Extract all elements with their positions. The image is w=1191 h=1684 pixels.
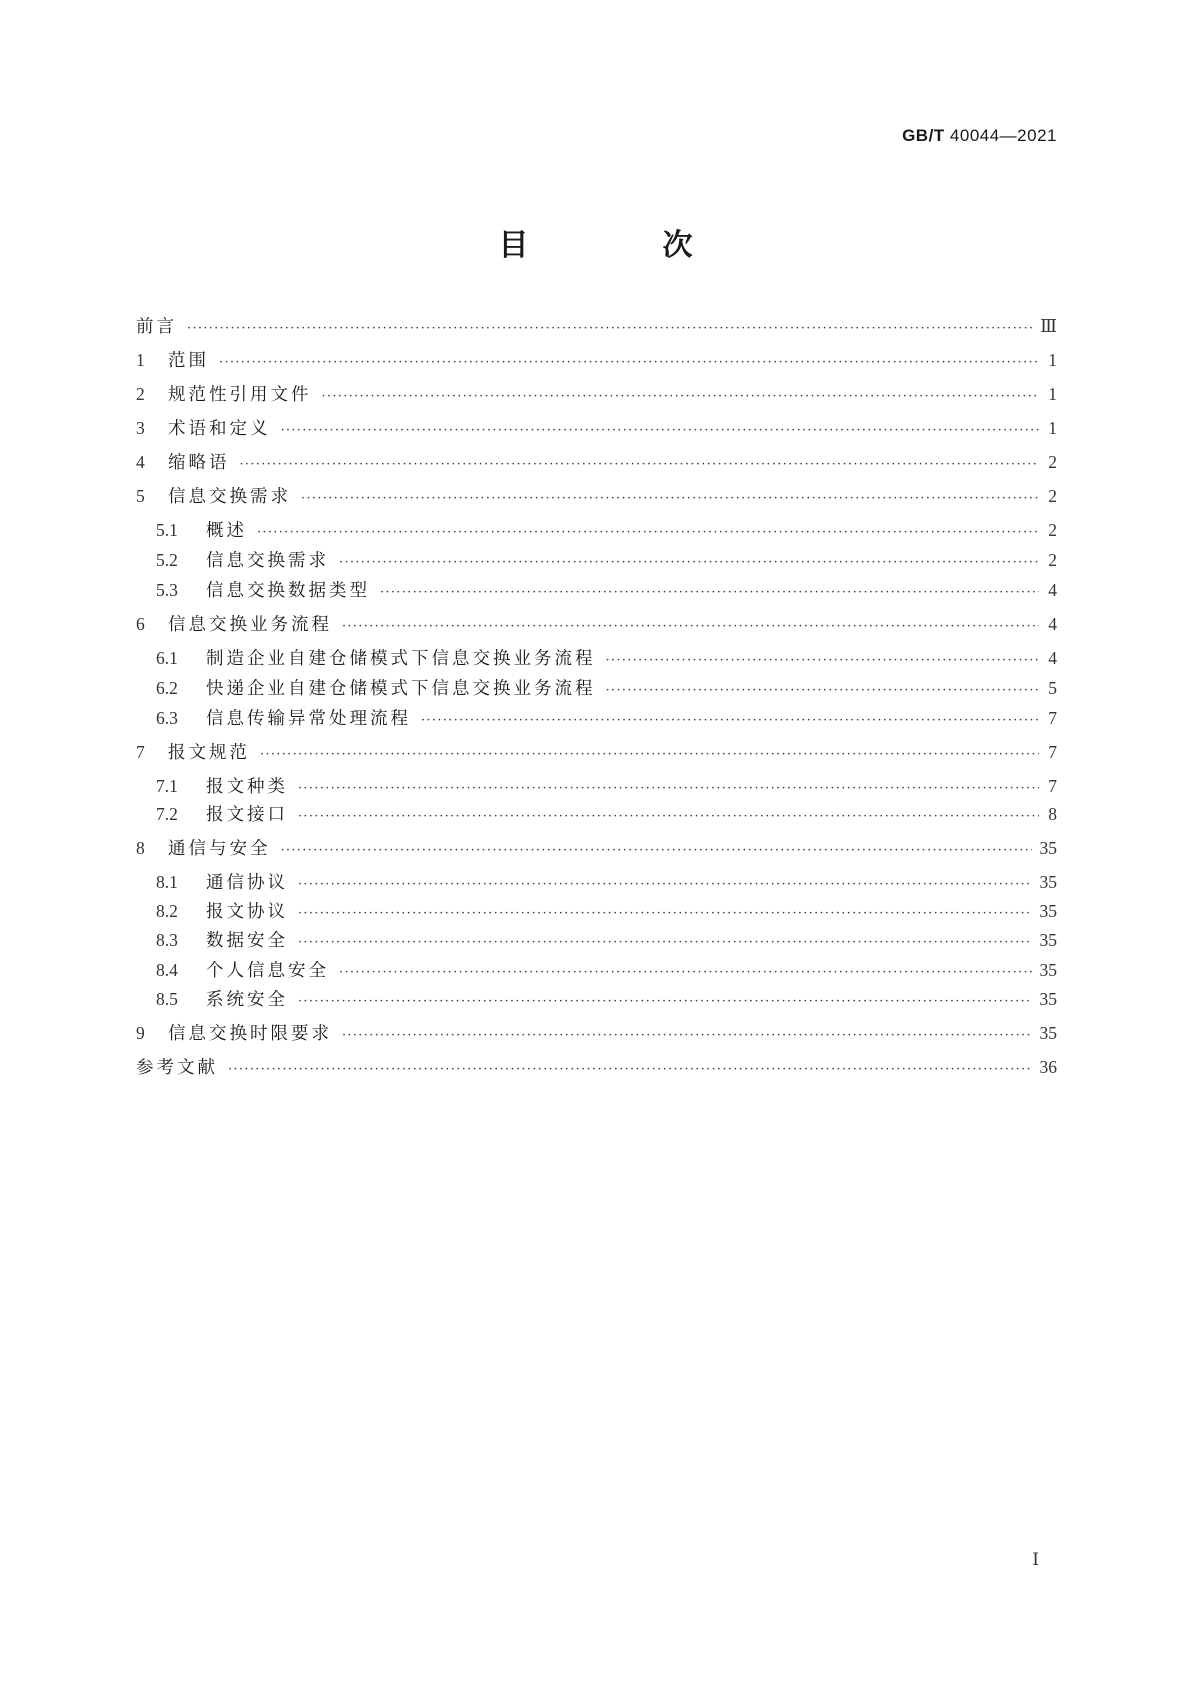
toc-entry[interactable]	[136, 1022, 1057, 1047]
toc-leader-dots	[421, 710, 1039, 732]
toc-entry-page: 8	[1048, 804, 1057, 824]
toc-entry-number: 6.3	[156, 708, 178, 728]
page-title: 目 次	[498, 228, 745, 263]
toc-entry-number: 4	[136, 452, 145, 472]
toc-entry-label: 概述	[206, 521, 247, 541]
toc-entry[interactable]	[136, 1056, 1057, 1081]
toc-entry-page: 4	[1048, 648, 1057, 668]
toc-entry-page: 35	[1039, 872, 1057, 892]
toc-entry-label: 报文接口	[206, 805, 288, 825]
toc-entry[interactable]	[136, 579, 1057, 604]
toc-entry-page: 35	[1039, 960, 1057, 980]
toc-entry-page: 35	[1039, 930, 1057, 950]
toc-leader-dots	[240, 454, 1040, 476]
toc-entry-page: 2	[1048, 520, 1057, 540]
toc-entry[interactable]	[136, 549, 1057, 574]
toc-entry-page: 35	[1039, 1023, 1057, 1043]
toc-entry-number: 8.3	[156, 930, 178, 950]
toc-entry[interactable]	[136, 349, 1057, 374]
toc-entry-label: 范围	[168, 351, 209, 371]
toc-entry-label: 信息交换需求	[206, 551, 329, 571]
toc-leader-dots	[219, 352, 1039, 374]
toc-entry-label: 系统安全	[206, 990, 288, 1010]
toc-entry-page: 7	[1048, 742, 1057, 762]
toc-entry-label: 参考文献	[136, 1058, 218, 1078]
toc-entry-number: 6.1	[156, 648, 178, 668]
toc-leader-dots	[301, 488, 1039, 510]
toc-entry-number: 8	[136, 838, 145, 858]
toc-entry-page: 2	[1048, 452, 1057, 472]
toc-entry-number: 8.1	[156, 872, 178, 892]
toc-entry-page: 1	[1048, 384, 1057, 404]
toc-entry[interactable]	[136, 929, 1057, 954]
toc-entry-number: 3	[136, 418, 145, 438]
toc-entry[interactable]	[136, 417, 1057, 442]
toc-entry-label: 信息交换时限要求	[168, 1024, 332, 1044]
toc-entry[interactable]	[136, 803, 1057, 828]
document-code-number: 40044—2021	[949, 126, 1057, 145]
toc-entry-page: 2	[1048, 486, 1057, 506]
toc-entry-number: 6	[136, 614, 145, 634]
toc-entry-label: 术语和定义	[168, 419, 271, 439]
toc-entry-page: 7	[1048, 708, 1057, 728]
toc-entry-page: 4	[1048, 614, 1057, 634]
toc-leader-dots	[281, 840, 1032, 862]
document-code-prefix: GB/T	[902, 126, 945, 145]
toc-entry-number: 7.2	[156, 804, 178, 824]
toc-leader-dots	[322, 386, 1040, 408]
toc-entry-number: 5.3	[156, 580, 178, 600]
toc-entry[interactable]	[136, 837, 1057, 862]
toc-entry-number: 7.1	[156, 776, 178, 796]
toc-entry-page: 7	[1048, 776, 1057, 796]
toc-entry[interactable]	[136, 900, 1057, 925]
toc-leader-dots	[281, 420, 1040, 442]
toc-leader-dots	[260, 744, 1039, 766]
toc-entry[interactable]	[136, 647, 1057, 672]
toc-entry[interactable]	[136, 613, 1057, 638]
toc-entry-label: 信息交换需求	[168, 487, 291, 507]
toc-entry-page: Ⅲ	[1040, 316, 1057, 336]
toc-leader-dots	[298, 874, 1032, 896]
toc-entry-number: 1	[136, 350, 145, 370]
toc-entry-number: 7	[136, 742, 145, 762]
toc-entry-label: 数据安全	[206, 931, 288, 951]
toc-entry-number: 9	[136, 1023, 145, 1043]
toc-entry-page: 1	[1048, 418, 1057, 438]
toc-entry-label: 规范性引用文件	[168, 385, 312, 405]
toc-entry-number: 8.2	[156, 901, 178, 921]
toc-entry-label: 信息交换数据类型	[206, 581, 370, 601]
toc-leader-dots	[606, 650, 1040, 672]
toc-leader-dots	[298, 903, 1032, 925]
toc-entry-number: 5	[136, 486, 145, 506]
toc-entry[interactable]	[136, 677, 1057, 702]
toc-entry-label: 通信协议	[206, 873, 288, 893]
toc-leader-dots	[298, 806, 1039, 828]
toc-leader-dots	[339, 962, 1032, 984]
toc-entry[interactable]	[136, 315, 1057, 340]
toc-entry-page: 5	[1048, 678, 1057, 698]
toc-entry-label: 前言	[136, 317, 177, 337]
toc-entry[interactable]	[136, 707, 1057, 732]
toc-entry-number: 5.1	[156, 520, 178, 540]
toc-entry[interactable]	[136, 383, 1057, 408]
toc-leader-dots	[342, 1025, 1032, 1047]
toc-leader-dots	[228, 1059, 1032, 1081]
toc-entry[interactable]	[136, 959, 1057, 984]
toc-entry-page: 36	[1039, 1057, 1057, 1077]
toc-entry-label: 报文规范	[168, 743, 250, 763]
toc-entry[interactable]	[136, 775, 1057, 800]
toc-entry-label: 信息交换业务流程	[168, 615, 332, 635]
toc-leader-dots	[339, 552, 1039, 574]
toc-entry[interactable]	[136, 741, 1057, 766]
toc-entry[interactable]	[136, 519, 1057, 544]
toc-leader-dots	[298, 778, 1039, 800]
toc-entry[interactable]	[136, 451, 1057, 476]
toc-leader-dots	[298, 991, 1032, 1013]
toc-entry-page: 35	[1039, 989, 1057, 1009]
toc-entry-number: 2	[136, 384, 145, 404]
toc-entry-number: 8.5	[156, 989, 178, 1009]
toc-leader-dots	[298, 932, 1032, 954]
toc-entry-number: 6.2	[156, 678, 178, 698]
toc-entry-page: 2	[1048, 550, 1057, 570]
page-number: Ⅰ	[1032, 1550, 1039, 1569]
toc-entry-label: 报文种类	[206, 777, 288, 797]
toc-entry-page: 35	[1039, 901, 1057, 921]
toc-entry-label: 个人信息安全	[206, 961, 329, 981]
toc-entry-label: 通信与安全	[168, 839, 271, 859]
toc-leader-dots	[606, 680, 1040, 702]
toc-entry-number: 5.2	[156, 550, 178, 570]
toc-leader-dots	[257, 522, 1039, 544]
toc-leader-dots	[380, 582, 1039, 604]
toc-entry-label: 制造企业自建仓储模式下信息交换业务流程	[206, 649, 596, 669]
toc-entry-page: 35	[1039, 838, 1057, 858]
toc-entry-label: 快递企业自建仓储模式下信息交换业务流程	[206, 679, 596, 699]
toc-entry-label: 缩略语	[168, 453, 230, 473]
toc-entry[interactable]	[136, 485, 1057, 510]
toc-leader-dots	[342, 616, 1039, 638]
toc-entry-label: 报文协议	[206, 902, 288, 922]
document-code	[902, 126, 1057, 146]
toc-entry-number: 8.4	[156, 960, 178, 980]
toc-entry-page: 4	[1048, 580, 1057, 600]
toc-leader-dots	[187, 318, 1032, 340]
toc-entry[interactable]	[136, 988, 1057, 1013]
toc-entry[interactable]	[136, 871, 1057, 896]
toc-entry-page: 1	[1048, 350, 1057, 370]
toc-entry-label: 信息传输异常处理流程	[206, 709, 411, 729]
